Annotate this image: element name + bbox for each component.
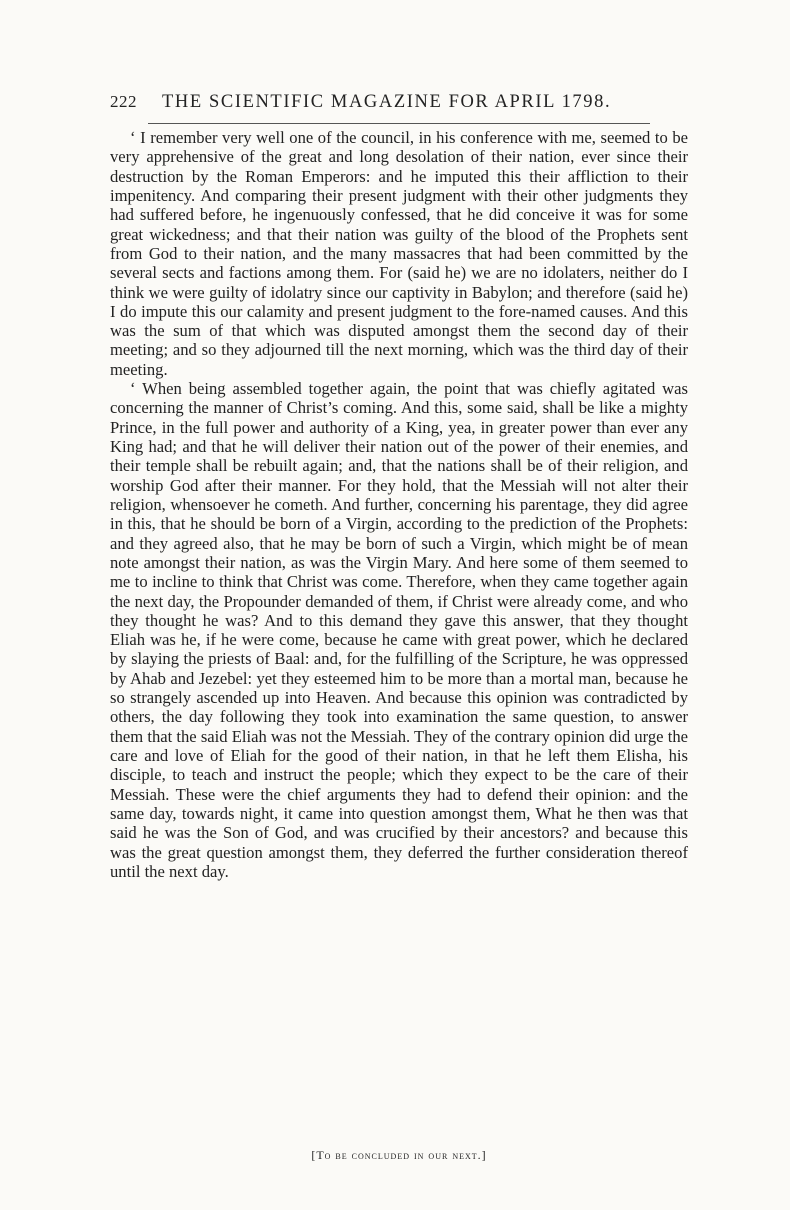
- magazine-title: THE SCIENTIFIC MAGAZINE FOR APRIL 1798.: [162, 92, 612, 112]
- page-number: 222: [110, 92, 137, 111]
- header-rule: [148, 123, 650, 124]
- running-head: [110, 92, 690, 120]
- continuation-note: [To be concluded in our next.]: [311, 1148, 487, 1162]
- paragraph-christ-coming: ‘ When being assembled together again, the point that was chiefly agitated was concerning the manner of Christ’s coming. And this, some said, shall be like a mighty Prince, in the full power and authority of a King, yea, in greater power than ever any King had; and that he will deliver their nation out of the power of their enemies, and their temple shall be rebuilt again; and, that the nations shall be of their religion, and worship God after their manner. For they hold, that the Messiah will not alter their religion, whensoever he cometh. And further, concerning his parentage, they did agree in this, that he should be born of a Virgin, according to the prediction of the Prophets: and they agreed also, that he may be born of such a Virgin, which might be of mean note amongst their nation, as was the Virgin Mary. And here some of them seemed to me to incline to think that Christ was come. Therefore, when they came together again the next day, the Propounder demanded of them, if Christ were already come, and who they thought he was? And to this demand they gave this answer, that they thought Eliah was he, if he were come, because he came with great power, which he declared by slaying the priests of Baal: and, for the fulfilling of the Scripture, he was oppressed by Ahab and Jezebel: yet they esteemed him to be more than a mortal man, because he so strangely ascended up into Heaven. And because this opinion was contradicted by others, the day following they took into examination the same question, to answer them that the said Eliah was not the Messiah. They of the contrary opinion did urge the care and love of Eliah for the good of their nation, in that he left them Elisha, his disciple, to teach and instruct the people; which they expect to be the care of their Messiah. These were the chief arguments they had to defend their opinion: and the same day, towards night, it came into question amongst them, What he then was that said he was the Son of God, and was crucified by their ancestors? and because this was the great question amongst them, they deferred the further consideration thereof until the next day.: [110, 379, 688, 881]
- article-body: [110, 128, 688, 881]
- paragraph-council: ‘ I remember very well one of the council, in his conference with me, seemed to be very apprehensive of the great and long desolation of their nation, ever since their destruction by the Roman Emperors: and he imputed this their affliction to their impenitency. And comparing their present judgment with their other judgments they had suffered before, he ingenuously confessed, that he did conceive it was for some great wickedness; and that their nation was guilty of the blood of the Prophets sent from God to their nation, and the many massacres that had been committed by the several sects and factions among them. For (said he) we are no idolaters, neither do I think we were guilty of idolatry since our captivity in Babylon; and therefore (said he) I do impute this our calamity and present judgment to the fore-named causes. And this was the sum of that which was disputed amongst them the second day of their meeting; and so they adjourned till the next morning, which was the third day of their meeting.: [110, 128, 688, 379]
